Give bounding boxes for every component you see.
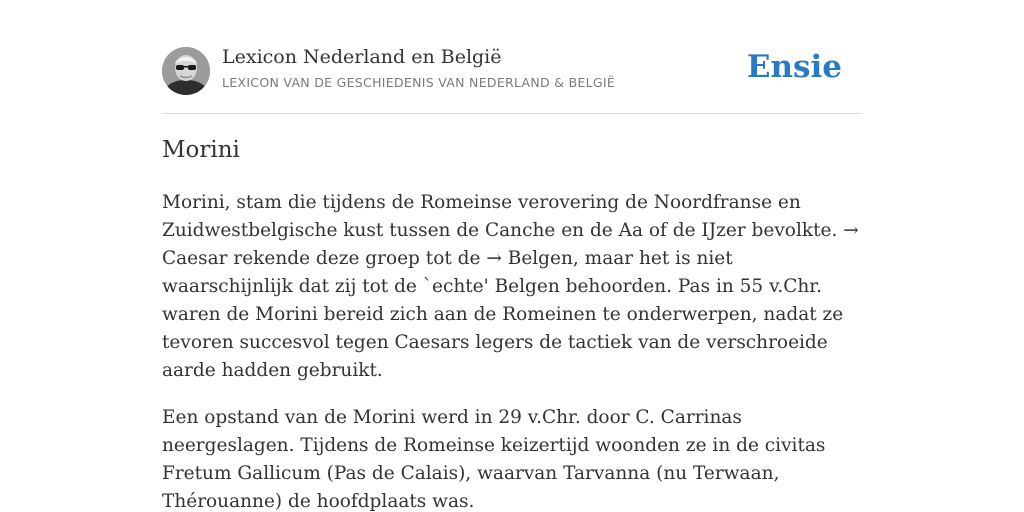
- entry-title: Morini: [162, 137, 240, 163]
- ensie-logo[interactable]: Ensie: [746, 49, 842, 85]
- entry-body: [162, 189, 868, 512]
- entry-paragraph: Morini, stam die tijdens de Romeinse verovering de Noordfranse en Zuidwestbelgische kust tussen de Canche en de Aa of de IJzer bevolkte. → Caesar rekende deze groep tot de → Belgen, maar het is niet waarschijnlijk dat zij tot de `echte' Belgen behoorden. Pas in 55 v.Chr. waren de Morini bereid zich aan de Romeinen te onderwerpen, nadat ze tevoren succesvol tegen Caesars legers de tactiek van de verschroeide aarde hadden gebruikt.: [162, 192, 859, 381]
- author-portrait-image: [162, 47, 210, 95]
- entry-paragraph: Een opstand van de Morini werd in 29 v.Chr. door C. Carrinas neergeslagen. Tijdens de Romeinse keizertijd woonden ze in de civitas Fretum Gallicum (Pas de Calais), waarvan Tarvanna (nu Terwaan, Thérouanne) de hoofdplaats was.: [162, 407, 826, 512]
- source-subtitle: LEXICON VAN DE GESCHIEDENIS VAN NEDERLAND & BELGIË: [222, 75, 616, 90]
- source-title[interactable]: Lexicon Nederland en België: [222, 46, 502, 68]
- source-header: [162, 44, 862, 114]
- author-avatar[interactable]: [162, 47, 210, 95]
